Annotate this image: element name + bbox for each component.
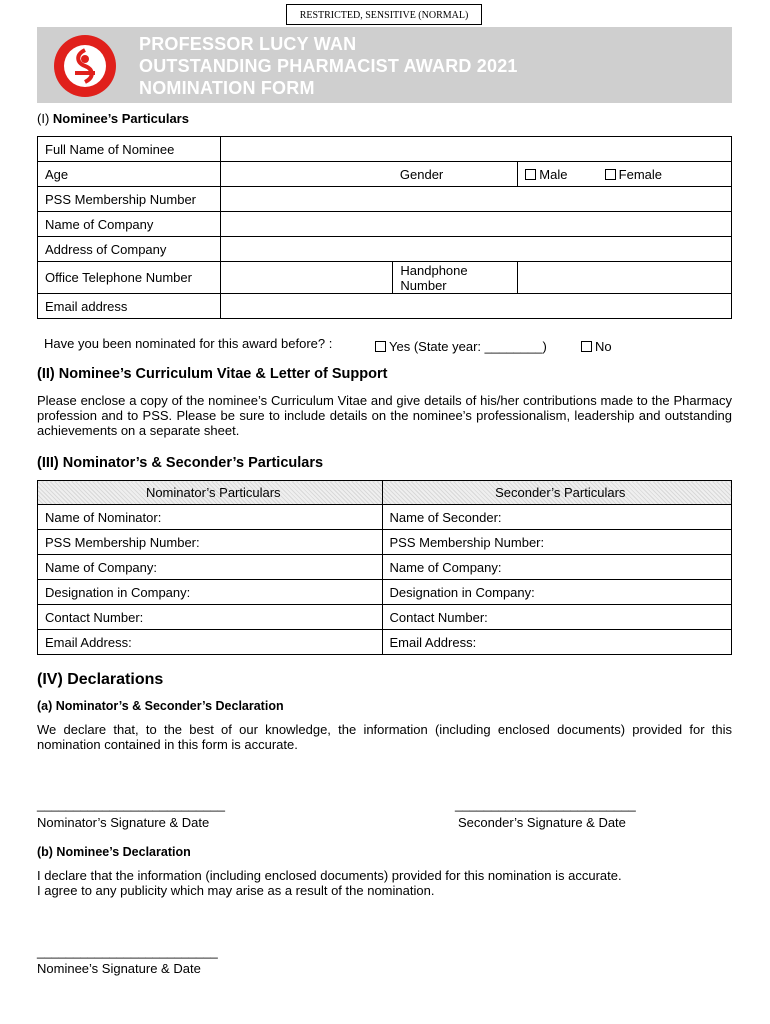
pss-field[interactable] xyxy=(220,187,731,212)
seconder-company-cell[interactable]: Name of Company: xyxy=(382,555,732,580)
office-tel-field[interactable] xyxy=(220,262,393,294)
pss-label: PSS Membership Number xyxy=(38,187,221,212)
nominated-question: Have you been nominated for this award before? : xyxy=(44,336,333,351)
full-name-field[interactable] xyxy=(220,137,731,162)
no-checkbox[interactable] xyxy=(581,341,592,352)
male-checkbox[interactable] xyxy=(525,169,536,180)
seconder-pss-cell[interactable]: PSS Membership Number: xyxy=(382,530,732,555)
section-3-title: (III) Nominator’s & Seconder’s Particulars xyxy=(37,455,324,471)
seconder-email-cell[interactable]: Email Address: xyxy=(382,630,732,655)
declaration-b-body xyxy=(37,868,622,898)
nominee-table xyxy=(37,136,732,319)
address-label: Address of Company xyxy=(38,237,221,262)
seconder-name-cell[interactable]: Name of Seconder: xyxy=(382,505,732,530)
nominee-signature-label: Nominee’s Signature & Date xyxy=(37,961,201,976)
section-1-prefix: (I) xyxy=(37,111,53,126)
age-field[interactable] xyxy=(220,162,393,187)
nominator-company-cell[interactable]: Name of Company: xyxy=(38,555,383,580)
nominator-signature-label: Nominator’s Signature & Date xyxy=(37,815,210,830)
handphone-label-line-2: Number xyxy=(400,277,447,293)
declaration-b-line-2: I agree to any publicity which may arise as a result of the nomination. xyxy=(37,883,435,898)
female-option[interactable] xyxy=(598,162,732,187)
yes-checkbox[interactable] xyxy=(375,341,386,352)
seconder-contact-cell[interactable]: Contact Number: xyxy=(382,605,732,630)
declaration-a-title: (a) Nominator’s & Seconder’s Declaration xyxy=(37,699,284,713)
handphone-label xyxy=(393,262,518,294)
handphone-field[interactable] xyxy=(518,262,732,294)
full-name-label: Full Name of Nominee xyxy=(38,137,221,162)
nominator-signature-line[interactable]: __________________________ xyxy=(37,797,225,812)
seconder-designation-cell[interactable]: Designation in Company: xyxy=(382,580,732,605)
section-4-title: (IV) Declarations xyxy=(37,671,164,688)
office-tel-label: Office Telephone Number xyxy=(38,262,221,294)
female-label: Female xyxy=(618,166,663,182)
banner-title xyxy=(139,33,518,99)
section-1-heading: Nominee’s Particulars xyxy=(52,111,189,126)
male-label: Male xyxy=(539,166,568,182)
email-field[interactable] xyxy=(220,294,731,319)
nominator-designation-cell[interactable]: Designation in Company: xyxy=(38,580,383,605)
seconder-header: Seconder’s Particulars xyxy=(382,481,732,505)
nominator-pss-cell[interactable]: PSS Membership Number: xyxy=(38,530,383,555)
declaration-b-line-1: I declare that the information (including enclosed documents) provided for this nomination is accurate. xyxy=(37,868,622,883)
seconder-signature-line[interactable]: _________________________ xyxy=(455,797,636,812)
yes-label: Yes (State year: ________) xyxy=(389,339,547,354)
handphone-label-line-1: Handphone xyxy=(400,262,468,278)
section-2-title: (II) Nominee’s Curriculum Vitae & Letter of Support xyxy=(37,366,388,382)
declaration-a-body: We declare that, to the best of our knowledge, the information (including enclosed documents) provided for this nomination contained in this form is accurate. xyxy=(37,722,732,752)
classification-label: RESTRICTED, SENSITIVE (NORMAL) xyxy=(286,4,482,25)
female-checkbox[interactable] xyxy=(605,169,616,180)
no-label: No xyxy=(595,339,612,354)
company-field[interactable] xyxy=(220,212,731,237)
nominator-email-cell[interactable]: Email Address: xyxy=(38,630,383,655)
nominator-contact-cell[interactable]: Contact Number: xyxy=(38,605,383,630)
nominator-seconder-table xyxy=(37,480,732,655)
section-1-title xyxy=(37,111,189,126)
company-label: Name of Company xyxy=(38,212,221,237)
title-line-2: OUTSTANDING PHARMACIST AWARD 2021 xyxy=(139,56,518,76)
pss-logo xyxy=(45,33,125,99)
yes-option[interactable] xyxy=(375,339,547,354)
age-label: Age xyxy=(38,162,221,187)
title-line-3: NOMINATION FORM xyxy=(139,78,315,98)
nominee-signature-line[interactable]: _________________________ xyxy=(37,944,218,959)
nominator-header: Nominator’s Particulars xyxy=(38,481,383,505)
seconder-signature-label: Seconder’s Signature & Date xyxy=(458,815,626,830)
declaration-b-title: (b) Nominee’s Declaration xyxy=(37,845,191,859)
gender-label: Gender xyxy=(393,162,518,187)
title-line-1: PROFESSOR LUCY WAN xyxy=(139,34,357,54)
nominator-name-cell[interactable]: Name of Nominator: xyxy=(38,505,383,530)
email-label: Email address xyxy=(38,294,221,319)
section-2-body: Please enclose a copy of the nominee’s Curriculum Vitae and give details of his/her contributions made to the Pharmacy profession and to PSS. Please be sure to include details on the nominee’s professionalism, leadership and outstanding achievements on a separate sheet. xyxy=(37,393,732,438)
no-option[interactable] xyxy=(581,339,612,354)
address-field[interactable] xyxy=(220,237,731,262)
male-option[interactable] xyxy=(518,162,598,187)
